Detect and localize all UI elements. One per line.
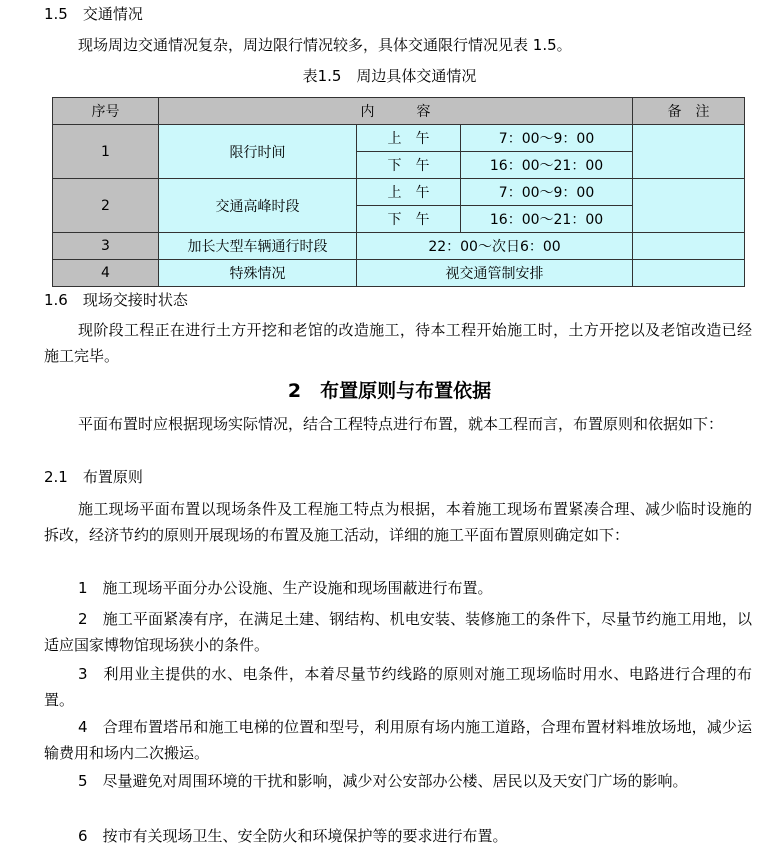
row-no: 3 [53,233,159,260]
row-period: 下 午 [357,152,461,179]
table-caption: 表1.5 周边具体交通情况 [302,67,477,85]
header-remark: 备 注 [633,98,745,125]
table-row [53,260,745,287]
principle-item: 5 尽量避免对周围环境的干扰和影响，减少对公安部办公楼、居民以及天安门广场的影响。 [78,772,688,790]
principle-item: 6 按市有关现场卫生、安全防火和环境保护等的要求进行布置。 [78,827,508,845]
row-no: 4 [53,260,159,287]
row-remark [633,179,745,233]
table-header-row [53,98,745,125]
header-content: 内 容 [159,98,633,125]
row-time: 16：00～21：00 [461,206,633,233]
row-period: 上 午 [357,125,461,152]
row-value: 22：00～次日6：00 [357,233,633,260]
section-1-5-text: 现场周边交通情况复杂，周边限行情况较多，具体交通限行情况见表 1.5。 [78,36,572,54]
section-1-5-heading: 1.5 交通情况 [44,5,143,23]
row-period: 下 午 [357,206,461,233]
row-no: 2 [53,179,159,233]
header-no: 序号 [53,98,159,125]
section-1-6-text: 现阶段工程正在进行土方开挖和老馆的改造施工，待本工程开始施工时，土方开挖以及老馆改造已经施工完毕。 [44,321,752,365]
traffic-table [52,97,745,287]
section-2-1-text: 施工现场平面布置以现场条件及工程施工特点为根据，本着施工现场布置紧凑合理、减少临时设施的拆改，经济节约的原则开展现场的布置及施工活动，详细的施工平面布置原则确定如下： [44,500,752,544]
section-2-1-heading: 2.1 布置原则 [44,468,143,486]
table-row [53,233,745,260]
table-row [53,179,745,206]
chapter-2-intro: 平面布置时应根据现场实际情况，结合工程特点进行布置，就本工程而言，布置原则和依据如下： [78,415,724,433]
row-item: 加长大型车辆通行时段 [159,233,357,260]
row-item: 交通高峰时段 [159,179,357,233]
row-time: 16：00～21：00 [461,152,633,179]
principle-item: 2 施工平面紧凑有序，在满足土建、钢结构、机电安装、装修施工的条件下，尽量节约施工用地，以适应国家博物馆现场狭小的条件。 [44,610,752,654]
row-item: 限行时间 [159,125,357,179]
row-value: 视交通管制安排 [357,260,633,287]
row-period: 上 午 [357,179,461,206]
row-remark [633,233,745,260]
chapter-2-title: 2 布置原则与布置依据 [287,380,492,402]
row-remark [633,260,745,287]
row-no: 1 [53,125,159,179]
row-remark [633,125,745,179]
table-row [53,125,745,152]
principle-item: 3 利用业主提供的水、电条件，本着尽量节约线路的原则对施工现场临时用水、电路进行合理的布置。 [44,665,752,709]
section-1-6-heading: 1.6 现场交接时状态 [44,291,188,309]
row-item: 特殊情况 [159,260,357,287]
row-time: 7：00～9：00 [461,179,633,206]
principle-item: 1 施工现场平面分办公设施、生产设施和现场围蔽进行布置。 [78,579,493,597]
principle-item: 4 合理布置塔吊和施工电梯的位置和型号，利用原有场内施工道路，合理布置材料堆放场地，减少运输费用和场内二次搬运。 [44,718,752,762]
row-time: 7：00～9：00 [461,125,633,152]
